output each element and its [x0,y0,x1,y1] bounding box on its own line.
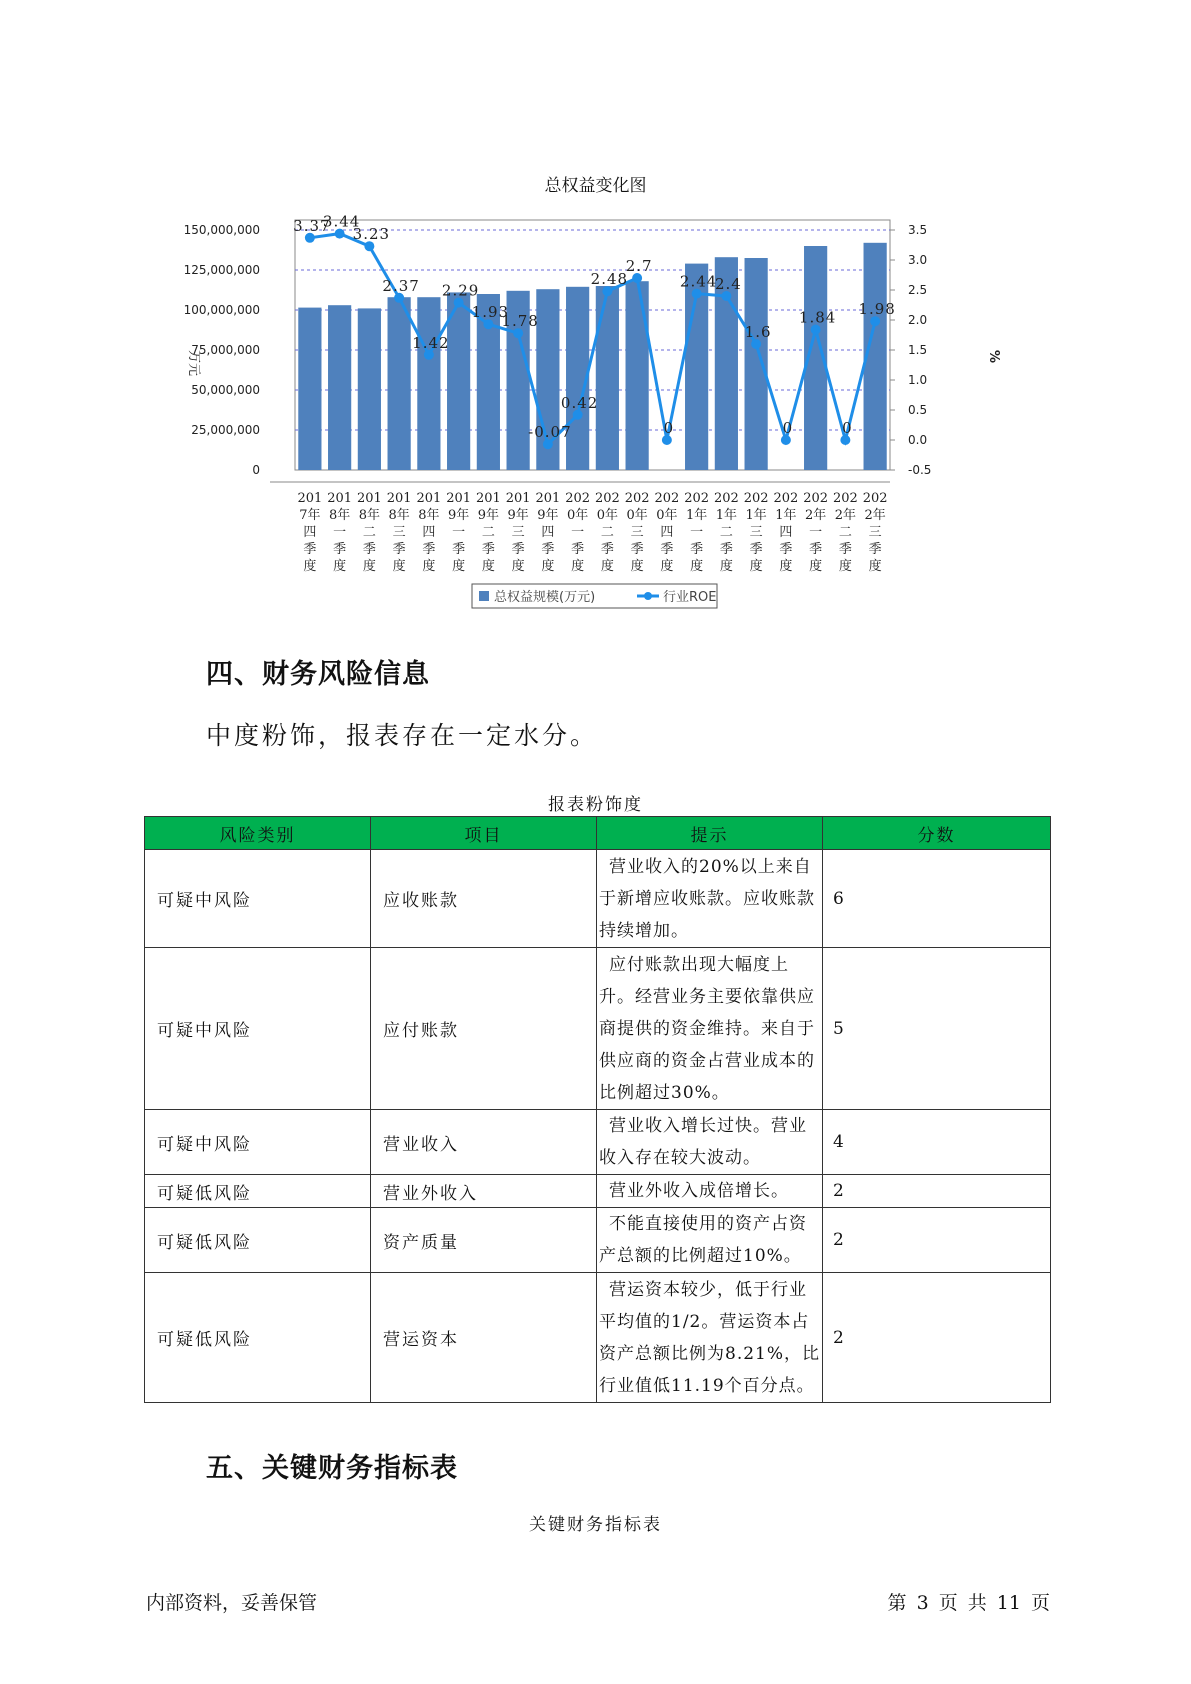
x-tick-label: 一 [452,525,466,540]
legend-bar-swatch [479,591,489,601]
roe-data-label: 1.6 [744,323,772,341]
x-tick-label: 度 [779,559,793,574]
header-risk-category: 风险类别 [145,817,371,850]
risk-table-header [145,817,1051,850]
x-tick-label: 季 [541,542,555,557]
left-tick-label: 150,000,000 [183,223,260,237]
x-tick-label: 度 [809,559,823,574]
roe-data-label: 2.44 [679,272,718,291]
cell-category: 可疑中风险 [145,948,371,1110]
cell-item: 应付账款 [371,948,597,1110]
x-tick-label: 201 [356,491,382,506]
x-tick-label: 四 [660,525,674,540]
right-tick-label: -0.5 [908,463,932,477]
cell-category: 可疑低风险 [145,1175,371,1208]
x-tick-label: 四 [303,525,317,540]
equity-bar [298,308,321,470]
x-tick-label: 1年 [685,508,708,523]
x-tick-label: 9年 [447,508,470,523]
x-tick-label: 1年 [715,508,738,523]
left-tick-label: 25,000,000 [191,423,260,437]
x-tick-label: 度 [571,559,585,574]
x-tick-label: 201 [535,491,561,506]
x-tick-label: 季 [571,542,585,557]
x-tick-label: 三 [630,525,644,540]
roe-data-label: 1.93 [471,303,510,322]
cell-hint: 营业收入增长过快。营业收入存在较大波动。 [597,1110,823,1175]
x-tick-label: 二 [481,525,495,540]
footer-confidential: 内部资料，妥善保管 [146,1592,318,1614]
cell-item: 营业收入 [371,1110,597,1175]
header-score: 分数 [823,817,1051,850]
risk-table-caption: 报表粉饰度 [548,795,643,815]
x-tick-label: 202 [594,491,620,506]
x-tick-label: 度 [333,559,347,574]
y-axis-right-label: % [986,350,1001,364]
x-tick-label: 度 [452,559,466,574]
x-tick-label: 季 [422,542,436,557]
roe-data-label: 3.37 [293,216,331,235]
cell-hint: 营运资本较少，低于行业平均值的1/2。营运资本占资产总额比例为8.21%，比行业值低11.19个百分点。 [597,1273,823,1403]
cell-category: 可疑中风险 [145,850,371,948]
table-row [145,1273,1051,1403]
x-tick-label: 202 [862,491,888,506]
x-tick-label: 0年 [596,508,619,523]
equity-bar [358,308,381,470]
x-tick-label: 季 [333,542,347,557]
roe-data-label: 0 [782,419,794,437]
legend-bar-label: 总权益规模(万元) [494,590,596,605]
cell-item: 资产质量 [371,1208,597,1273]
equity-chart [170,200,1020,620]
x-tick-label: 二 [600,525,614,540]
x-tick-label: 度 [660,559,674,574]
risk-summary: 中度粉饰，报表存在一定水分。 [206,721,599,750]
x-tick-label: 季 [452,542,466,557]
left-tick-label: 125,000,000 [183,263,260,277]
x-tick-label: 202 [773,491,799,506]
table-row [145,948,1051,1110]
table-row [145,1208,1051,1273]
roe-data-label: 2.4 [714,275,742,293]
x-tick-label: 8年 [328,508,351,523]
table-row [145,850,1051,948]
x-tick-label: 9年 [477,508,500,523]
header-item: 项目 [371,817,597,850]
x-tick-label: 季 [303,542,317,557]
cell-hint: 营业收入的20%以上来自于新增应收账款。应收账款持续增加。 [597,850,823,948]
right-tick-label: 0.0 [908,433,928,447]
x-tick-label: 季 [600,542,614,557]
x-tick-label: 季 [868,542,882,557]
table-row [145,1175,1051,1208]
roe-data-label: -0.07 [528,423,572,442]
legend-line-label: 行业ROE [663,590,717,605]
right-tick-label: 3.5 [908,223,928,237]
x-tick-label: 2年 [834,508,857,523]
x-tick-label: 三 [868,525,882,540]
x-tick-label: 1年 [745,508,767,523]
x-tick-label: 8年 [418,508,440,523]
x-tick-label: 季 [660,542,674,557]
roe-data-label: 1.78 [501,312,539,331]
x-tick-label: 201 [446,491,472,506]
cell-category: 可疑低风险 [145,1273,371,1403]
roe-data-label: 2.37 [382,276,420,295]
x-tick-label: 7年 [299,508,321,523]
x-tick-label: 202 [624,491,650,506]
roe-data-label: 1.98 [858,300,896,319]
x-tick-label: 9年 [507,508,529,523]
left-tick-label: 50,000,000 [191,383,260,397]
x-tick-label: 四 [541,525,555,540]
x-tick-label: 度 [690,559,704,574]
x-tick-label: 二 [838,525,852,540]
x-tick-label: 度 [749,559,763,574]
roe-data-label: 3.44 [322,212,361,231]
roe-data-label: 0 [663,419,675,437]
plot-frame [295,220,890,470]
left-tick-label: 0 [252,463,260,477]
roe-data-label: 2.7 [625,257,653,275]
cell-item: 应收账款 [371,850,597,948]
x-tick-label: 9年 [537,508,559,523]
x-tick-label: 201 [505,491,531,506]
x-tick-label: 度 [838,559,852,574]
x-tick-label: 季 [630,542,644,557]
x-tick-label: 202 [803,491,829,506]
cell-item: 营运资本 [371,1273,597,1403]
right-tick-label: 2.0 [908,313,928,327]
x-tick-label: 一 [571,525,585,540]
x-tick-label: 202 [565,491,591,506]
x-tick-label: 季 [779,542,793,557]
x-tick-label: 1年 [775,508,797,523]
x-tick-label: 2年 [864,508,886,523]
x-tick-label: 季 [719,542,733,557]
cell-category: 可疑中风险 [145,1110,371,1175]
x-tick-label: 8年 [358,508,381,523]
x-tick-label: 度 [422,559,436,574]
risk-table [144,816,1051,1403]
x-tick-label: 一 [690,525,704,540]
x-tick-label: 季 [362,542,376,557]
x-tick-label: 季 [511,542,525,557]
x-tick-label: 度 [303,559,317,574]
x-tick-label: 202 [684,491,710,506]
roe-data-label: 0.42 [560,393,599,412]
x-tick-label: 度 [481,559,495,574]
x-tick-label: 季 [809,542,823,557]
chart-title: 总权益变化图 [544,176,647,196]
cell-score: 6 [823,850,1051,948]
x-tick-label: 201 [416,491,442,506]
equity-bar [626,281,649,470]
x-tick-label: 0年 [626,508,648,523]
left-tick-label: 75,000,000 [191,343,260,357]
left-tick-label: 100,000,000 [183,303,260,317]
equity-bar [388,297,411,470]
x-tick-label: 201 [386,491,412,506]
right-tick-label: 3.0 [908,253,928,267]
y-axis-left-label: 万元 [186,350,201,377]
section-title-key-indicators: 五、关键财务指标表 [206,1453,458,1484]
equity-bar [328,305,351,470]
x-tick-label: 度 [600,559,614,574]
x-tick-label: 2年 [804,508,827,523]
cell-score: 4 [823,1110,1051,1175]
x-tick-label: 一 [809,525,823,540]
header-hint: 提示 [597,817,823,850]
table-row [145,1110,1051,1175]
cell-score: 2 [823,1273,1051,1403]
roe-data-label: 1.84 [798,308,837,327]
equity-bar [417,297,440,470]
roe-data-label: 3.23 [352,225,391,244]
cell-item: 营业外收入 [371,1175,597,1208]
right-tick-label: 1.5 [908,343,928,357]
x-tick-label: 三 [511,525,525,540]
right-tick-label: 2.5 [908,283,928,297]
x-tick-label: 度 [630,559,644,574]
x-tick-label: 二 [362,525,376,540]
legend-line-marker [644,592,652,600]
x-tick-label: 三 [749,525,763,540]
cell-hint: 应付账款出现大幅度上升。经营业务主要依靠供应商提供的资金维持。来自于供应商的资金占营业成本的比例超过30%。 [597,948,823,1110]
footer-page-number: 第 3 页 共 11 页 [887,1592,1050,1614]
x-tick-label: 8年 [388,508,410,523]
x-tick-label: 202 [743,491,769,506]
roe-data-label: 2.48 [590,270,629,289]
equity-bar [745,258,768,470]
section-title-financial-risk: 四、财务风险信息 [206,659,430,690]
key-table-caption: 关键财务指标表 [529,1515,662,1535]
x-tick-label: 202 [713,491,739,506]
x-tick-label: 度 [719,559,733,574]
roe-data-label: 2.29 [441,281,480,300]
x-tick-label: 202 [654,491,680,506]
x-tick-label: 202 [832,491,858,506]
x-tick-label: 度 [392,559,406,574]
x-tick-label: 度 [511,559,525,574]
x-tick-label: 0年 [656,508,678,523]
x-tick-label: 0年 [566,508,589,523]
equity-bar [596,286,619,470]
x-tick-label: 一 [333,525,347,540]
right-tick-label: 0.5 [908,403,928,417]
x-tick-label: 度 [868,559,882,574]
x-tick-label: 201 [475,491,501,506]
x-tick-label: 季 [690,542,704,557]
x-tick-label: 度 [362,559,376,574]
roe-data-label: 1.42 [412,333,450,352]
x-tick-label: 四 [422,525,436,540]
cell-hint: 营业外收入成倍增长。 [597,1175,823,1208]
cell-hint: 不能直接使用的资产占资产总额的比例超过10%。 [597,1208,823,1273]
right-tick-label: 1.0 [908,373,928,387]
cell-score: 5 [823,948,1051,1110]
x-tick-label: 201 [327,491,353,506]
x-tick-label: 季 [838,542,852,557]
x-tick-label: 201 [297,491,323,506]
x-tick-label: 四 [779,525,793,540]
x-tick-label: 三 [392,525,406,540]
cell-category: 可疑低风险 [145,1208,371,1273]
x-tick-label: 季 [749,542,763,557]
cell-score: 2 [823,1208,1051,1273]
cell-score: 2 [823,1175,1051,1208]
x-tick-label: 季 [392,542,406,557]
roe-data-label: 0 [842,419,853,437]
x-tick-label: 季 [481,542,495,557]
x-tick-label: 二 [719,525,733,540]
x-tick-label: 度 [541,559,555,574]
